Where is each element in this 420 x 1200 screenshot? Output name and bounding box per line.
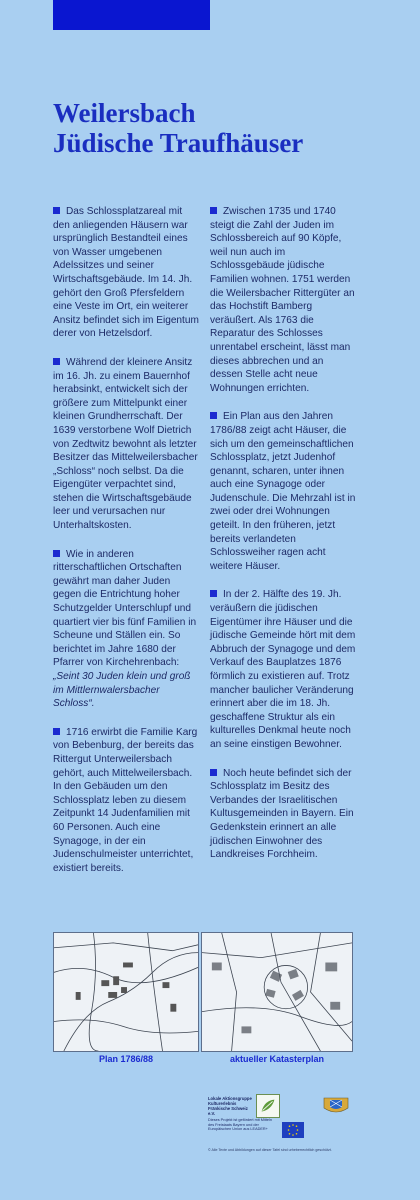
paragraph-text: In der 2. Hälfte des 19. Jh. veräußern die jüdischen Eigentümer ihre Häuser und die jüdische Gemeinde hört mit dem Abbruch der Synagoge und dem Verkauf des Bauplatzes 1876 förmlich zu existieren auf. Trotz mancher baulicher Veränderung erinnert aber die im 18. Jh. geschaffene Struktur als ein kulturelles Denkmal heute noch an seine einstigen Bewohner. <box>210 589 356 750</box>
bullet-square-icon <box>210 207 217 214</box>
org-name <box>208 1096 256 1116</box>
bullet-square-icon <box>53 207 60 214</box>
historical-quote: „Seint 30 Juden klein und groß im Mittlernwalersbacher Schloss“. <box>53 671 191 710</box>
paragraph-text: Noch heute befindet sich der Schlossplatz im Besitz des Verbandes der Israelitischen Kultusgemeinden in Bayern. Ein Gedenkstein erinnert an alle jüdischen Einwohner des Landkreises Forchheim. <box>210 767 354 861</box>
org-line: Lokale Aktionsgruppe <box>208 1096 252 1101</box>
paragraph <box>210 410 356 573</box>
bullet-square-icon <box>53 358 60 365</box>
bullet-square-icon <box>53 550 60 557</box>
bullet-square-icon <box>53 728 60 735</box>
paragraph <box>53 356 201 533</box>
top-accent-bar <box>53 0 210 30</box>
paragraph-text: Ein Plan aus den Jahren 1786/88 zeigt acht Häuser, die sich um den gemeinschaftlichen Schlossplatz, jetzt Judenhof genannt, scharen, unter ihnen auch eine Synagoge oder Judenschule. Die Mehrzahl ist in zwei oder drei Wohnungen geteilt. In den früheren, jetzt bereits verlandeten Schlossweiher ragen acht weitere Häuser. <box>210 411 356 572</box>
copyright-notice: © Alle Texte und Abbildungen auf dieser Tafel sind urheberrechtlich geschützt. <box>208 1148 332 1152</box>
cadastral-plan-map <box>201 932 353 1052</box>
bullet-square-icon <box>210 769 217 776</box>
bullet-square-icon <box>210 590 217 597</box>
map-caption-historical: Plan 1786/88 <box>98 1054 154 1064</box>
title-line-1: Weilersbach <box>53 98 196 128</box>
left-text-column <box>53 205 201 890</box>
paragraph-text: 1716 erwirbt die Familie Karg von Bebenburg, der bereits das Rittergut Unterweilersbach gehört, auch Mittelweilersbach. In den Gebäuden um den Schlossplatz leben zu diesem Zeitpunkt 14 Judenfamilien mit 60 Personen. Auch eine Synagoge, in der ein Judenschulmeister unterrichtet, existiert bereits. <box>53 726 198 874</box>
leader-logo-icon <box>256 1094 280 1118</box>
paragraph-text: Das Schlossplatzareal mit den anliegenden Häusern war ursprünglich Bestandteil eines von Wasser umgebenen Adelssitzes und seiner Wirtschaftsgebäude. Im 14. Jh. gehört den Groß Pfersfeldern eine Veste im Ort, ein weiterer Ansitz befindet sich im Eigentum derer von Hetzelsdorf. <box>53 206 199 340</box>
page-title <box>53 98 383 158</box>
svg-text:·: · <box>98 969 101 975</box>
paragraph <box>210 205 356 395</box>
bavaria-coat-of-arms-icon <box>318 1096 354 1116</box>
historical-plan-map <box>53 932 199 1052</box>
map-caption-cadastral: aktueller Katasterplan <box>229 1054 325 1064</box>
paragraph-text: Zwischen 1735 und 1740 steigt die Zahl der Juden im Schlossbereich auf 90 Köpfe, weil nun auch im Schlossgebäude jüdische Familien wohnen. 1751 werden die Weilersbacher Rittergüter an das Hochstift Bamberg veräußert. Als 1763 die Reparatur des Schlosses unrentabel erscheint, lässt man dieses abbrechen und an dessen Stelle acht neue Wohnungen errichten. <box>210 206 355 394</box>
right-text-column <box>210 205 356 877</box>
eu-flag-icon <box>282 1122 304 1138</box>
paragraph <box>210 588 356 751</box>
paragraph <box>53 726 201 876</box>
title-line-2: Jüdische Traufhäuser <box>53 128 304 158</box>
org-line: Fränkische Schweiz e.V. <box>208 1106 248 1116</box>
org-line: Kulturerlebnis <box>208 1101 237 1106</box>
funding-note: Dieses Projekt ist gefördert mit Mitteln des Freistaats Bayern und der Europäischen Union aus LEADER+ <box>208 1118 272 1132</box>
paragraph <box>210 767 356 862</box>
bullet-square-icon <box>210 412 217 419</box>
paragraph <box>53 548 201 711</box>
paragraph <box>53 205 201 341</box>
paragraph-text: Wie in anderen ritterschaftlichen Ortschaften gewährt man daher Juden gegen die Entrichtung hoher Schutzgelder Unterschlupf und quartiert vier bis fünf Familien in Scheune und Ställen ein. So berichtet im Jahre 1680 der Pfarrer von Kirchehrenbach: <box>53 548 197 669</box>
paragraph-text: Während der kleinere Ansitz im 16. Jh. zu einem Bauernhof herabsinkt, entwickelt sich der größere zum Mittelpunkt einer kleinen Grundherrschaft. Der 1639 verstorbene Wolf Dietrich von Zedtwitz bewohnt als letzter Besitzer das Mittelweilersbacher „Schloss“ noch selbst. Da die Eigengüter verpachtet sind, stehen die Wirtschaftsgebäude leer und verursachen nur Unterhaltskosten. <box>53 356 198 532</box>
